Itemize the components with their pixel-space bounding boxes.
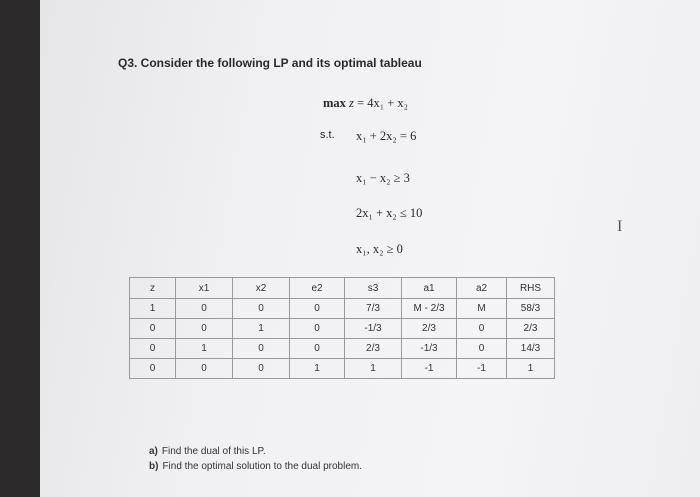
part-a — [149, 444, 362, 459]
part-a-text: Find the dual of this LP. — [161, 446, 266, 457]
objective-function — [323, 96, 408, 111]
table-cell: 0 — [233, 299, 290, 319]
table-cell: 0 — [130, 319, 176, 339]
table-cell: -1 — [457, 359, 507, 379]
table-cell: 1 — [290, 359, 345, 379]
table-cell: M — [457, 299, 507, 319]
constraint-1: x₁ + 2x₂ = 6 — [356, 129, 417, 143]
table-cell: 1 — [345, 359, 402, 379]
header-cell: x2 — [233, 278, 290, 299]
part-a-label: a) — [149, 446, 158, 457]
table-cell: -1/3 — [402, 339, 457, 359]
objective-var: z — [349, 96, 354, 110]
constraint-3: 2x₁ + x₂ ≤ 10 — [356, 206, 423, 220]
table-cell: 0 — [176, 319, 233, 339]
objective-lead: max — [323, 96, 350, 110]
table-row — [130, 319, 555, 339]
part-b-text: Find the optimal solution to the dual problem. — [162, 461, 363, 472]
table-cell: 0 — [130, 359, 176, 379]
table-cell: 0 — [457, 319, 507, 339]
table-cell: 58/3 — [507, 299, 555, 319]
header-cell: z — [130, 278, 176, 299]
header-cell: s3 — [345, 278, 402, 299]
table-cell: 0 — [233, 359, 290, 379]
table-cell: 0 — [457, 339, 507, 359]
table-cell: 0 — [290, 319, 345, 339]
header-cell: e2 — [290, 278, 345, 299]
table-cell: 1 — [130, 299, 176, 319]
table-cell: 0 — [176, 359, 233, 379]
table-cell: 1 — [176, 339, 233, 359]
table-cell: 0 — [233, 339, 290, 359]
header-cell: a2 — [457, 278, 507, 299]
text-cursor-icon: I — [617, 218, 623, 235]
question-title: Q3. Consider the following LP and its optimal tableau — [118, 56, 422, 70]
table-row — [130, 359, 555, 379]
table-cell: 2/3 — [402, 319, 457, 339]
header-cell: RHS — [507, 278, 555, 299]
table-cell: 0 — [290, 299, 345, 319]
table-cell: 0 — [130, 339, 176, 359]
table-header-row — [130, 278, 555, 299]
part-b-label: b) — [149, 461, 159, 472]
question-parts — [149, 444, 362, 474]
table-cell: -1/3 — [345, 319, 402, 339]
table-cell: -1 — [402, 359, 457, 379]
nonnegativity-constraint: x₁, x₂ ≥ 0 — [356, 242, 403, 256]
table-cell: 2/3 — [507, 319, 555, 339]
table-cell: 2/3 — [345, 339, 402, 359]
table-cell: 14/3 — [507, 339, 555, 359]
objective-rest: = 4x₁ + x₂ — [353, 96, 408, 110]
table-cell: 0 — [290, 339, 345, 359]
header-cell: a1 — [402, 278, 457, 299]
table-row — [130, 299, 555, 319]
header-cell: x1 — [176, 278, 233, 299]
table-cell: M - 2/3 — [402, 299, 457, 319]
table-cell: 1 — [507, 359, 555, 379]
table-cell: 1 — [233, 319, 290, 339]
subject-to-label: s.t. — [320, 129, 335, 141]
part-b — [149, 459, 362, 474]
constraint-2: x₁ − x₂ ≥ 3 — [356, 171, 410, 185]
table-cell: 0 — [176, 299, 233, 319]
table-row — [130, 339, 555, 359]
table-cell: 7/3 — [345, 299, 402, 319]
optimal-tableau — [129, 277, 555, 379]
